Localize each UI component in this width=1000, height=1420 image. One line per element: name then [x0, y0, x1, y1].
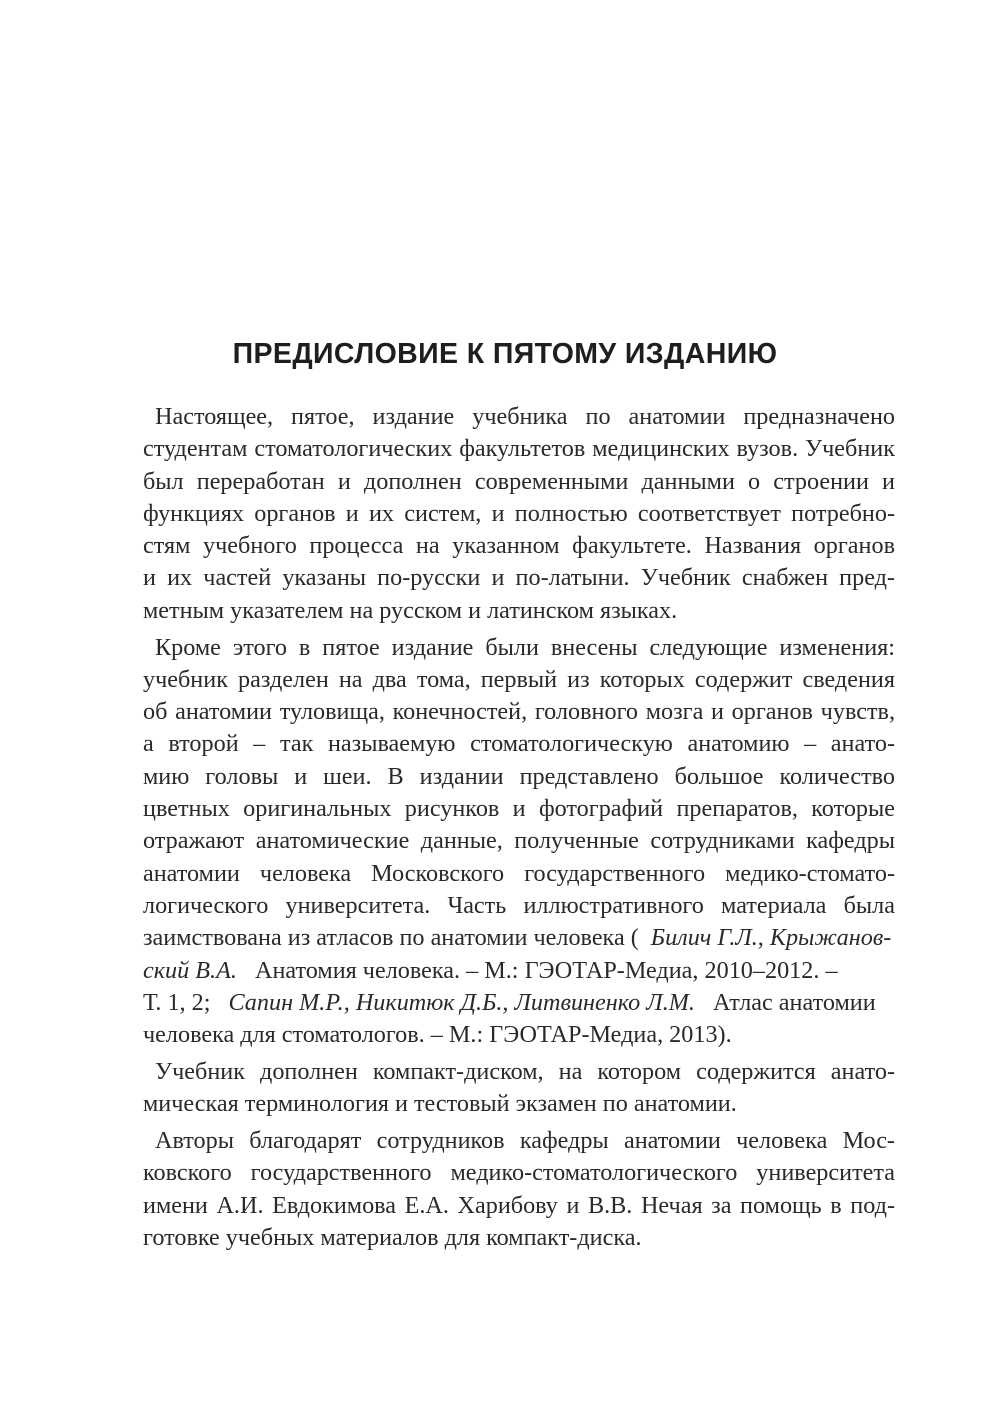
- text-line: функциях органов и их систем, и полностью соответствует потребно-: [143, 499, 895, 527]
- text-line: Настоящее, пятое, издание учебника по анатомии предназначено: [155, 403, 895, 430]
- citation-authors: ский В.А.: [143, 956, 237, 984]
- text-line: мию головы и шеи. В издании представлено большое количество: [143, 762, 895, 790]
- body-text: [131, 401, 895, 1259]
- text-fragment: Т. 1, 2;: [143, 988, 217, 1016]
- text-line: и их частей указаны по-русски и по-латыни. Учебник снабжен пред-: [143, 564, 895, 592]
- paragraph-3: [131, 1056, 895, 1121]
- text-line: человека для стоматологов. – М.: ГЭОТАР-Медиа, 2013).: [143, 1021, 732, 1049]
- text-line: метным указателем на русском и латинском языках.: [143, 596, 678, 624]
- text-line: Кроме этого в пятое издание были внесены следующие изменения:: [155, 633, 895, 661]
- text-line: а второй – так называемую стоматологическую анатомию – анато-: [143, 730, 895, 758]
- text-line: анатомии человека Московского государственного медико-стомато-: [143, 859, 895, 887]
- text-line: был переработан и дополнен современными данными о строении и: [143, 467, 895, 495]
- citation-authors: Сапин М.Р., Никитюк Д.Б., Литвиненко Л.М.: [228, 988, 695, 1016]
- text-line: об анатомии туловища, конечностей, головного мозга и органов чувств,: [143, 698, 895, 726]
- text-line: Авторы благодарят сотрудников кафедры анатомии человека Мос-: [155, 1127, 895, 1155]
- text-line: имени А.И. Евдокимова Е.А. Харибову и В.В. Нечая за помощь в под-: [143, 1191, 895, 1219]
- text-line: отражают анатомические данные, полученные сотрудниками кафедры: [143, 827, 895, 855]
- paragraph-4: [131, 1125, 895, 1254]
- text-line: студентам стоматологических факультетов медицинских вузов. Учебник: [143, 435, 895, 463]
- paragraph-2: [131, 632, 895, 1052]
- page-title: ПРЕДИСЛОВИЕ К ПЯТОМУ ИЗДАНИЮ: [232, 338, 778, 370]
- text-line: [131, 987, 895, 1019]
- text-line: стям учебного процесса на указанном факультете. Названия органов: [143, 532, 895, 560]
- citation-authors: Билич Г.Л., Крыжанов-: [650, 924, 892, 952]
- text-line: мическая терминология и тестовый экзамен по анатомии.: [143, 1090, 737, 1118]
- text-line: [131, 922, 895, 954]
- text-fragment: Атлас анатомии: [706, 988, 876, 1016]
- text-line: цветных оригинальных рисунков и фотографий препаратов, которые: [143, 795, 895, 823]
- text-line: готовке учебных материалов для компакт-диска.: [143, 1223, 642, 1251]
- text-line: учебник разделен на два тома, первый из которых содержит сведения: [143, 665, 895, 693]
- text-line: логического университета. Часть иллюстративного материала была: [143, 891, 895, 919]
- text-line: Учебник дополнен компакт-диском, на котором содержится анато-: [155, 1057, 895, 1085]
- text-line: [131, 955, 895, 987]
- text-line: ковского государственного медико-стоматологического университета: [143, 1159, 895, 1187]
- text-fragment: заимствована из атласов по анатомии человека (: [143, 924, 639, 952]
- paragraph-1: [131, 401, 895, 627]
- text-fragment: Анатомия человека. – М.: ГЭОТАР-Медиа, 2010–2012. –: [248, 956, 838, 984]
